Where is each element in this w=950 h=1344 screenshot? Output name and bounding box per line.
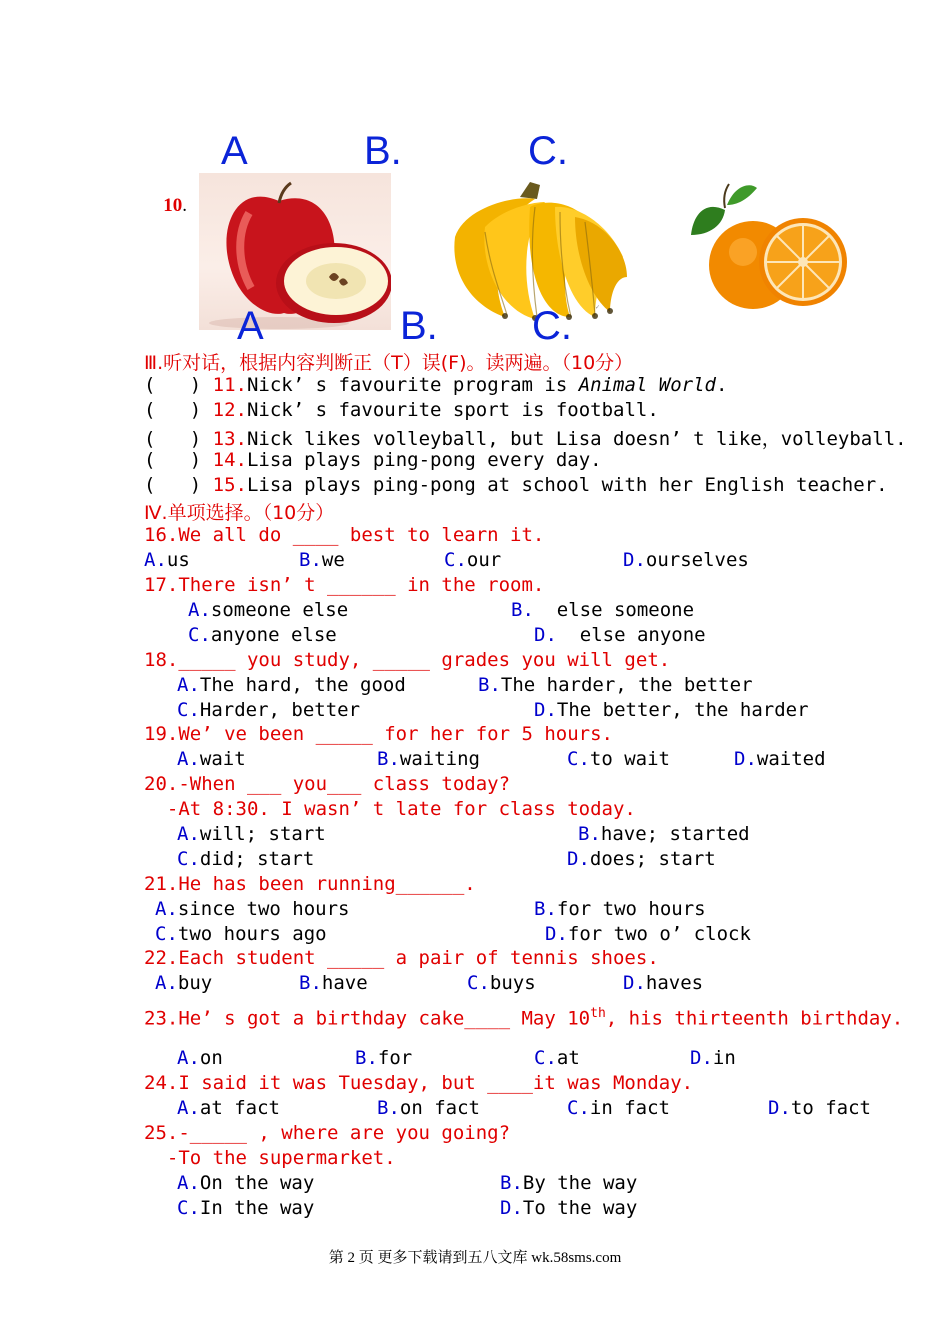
option-18-c[interactable]: [177, 699, 360, 721]
statement-15: [144, 474, 888, 496]
question-17-stem: 17.There isn’ t ______ in the room.: [144, 574, 545, 596]
option-text: us: [166, 549, 190, 571]
option-text: in fact: [589, 1097, 670, 1119]
option-letter: D.: [690, 1047, 713, 1069]
statement-text: Nick’ s favourite sport is football.: [246, 399, 659, 421]
question-23-stem: [144, 1006, 903, 1029]
question-22-stem: 22.Each student _____ a pair of tennis shoes.: [144, 947, 659, 969]
option-text: on fact: [399, 1097, 480, 1119]
picture-label-b-top: B.: [364, 129, 402, 173]
option-letter: A.: [177, 1172, 200, 1194]
option-letter: A.: [155, 972, 178, 994]
option-letter: D.: [734, 748, 757, 770]
option-text: for two hours: [556, 898, 706, 920]
orange-image: [685, 180, 853, 320]
option-16-d[interactable]: [623, 549, 749, 571]
option-24-c[interactable]: [567, 1097, 670, 1119]
option-18-d[interactable]: [534, 699, 809, 721]
picture-label-c-top: C.: [528, 129, 568, 173]
option-23-c[interactable]: [534, 1047, 580, 1069]
option-letter: B.: [534, 898, 557, 920]
option-letter: A.: [177, 1047, 200, 1069]
option-17-a[interactable]: [188, 599, 348, 621]
option-21-d[interactable]: [545, 923, 751, 945]
question-21-stem: 21.He has been running______.: [144, 873, 476, 895]
option-20-b[interactable]: [578, 823, 750, 845]
option-letter: D.: [534, 624, 557, 646]
option-text: have; started: [600, 823, 750, 845]
option-text: in: [712, 1047, 736, 1069]
option-18-a[interactable]: [177, 674, 406, 696]
option-23-b[interactable]: [355, 1047, 412, 1069]
option-letter: A.: [188, 599, 211, 621]
option-letter: B.: [511, 599, 534, 621]
option-letter: C.: [177, 699, 200, 721]
page-footer: 第 2 页 更多下载请到五八文库 wk.58sms.com: [328, 1250, 622, 1266]
banana-image: [445, 177, 630, 323]
option-19-b[interactable]: [377, 748, 480, 770]
option-letter: D.: [500, 1197, 523, 1219]
answer-paren[interactable]: ( ): [144, 474, 202, 496]
statement-number: 13.: [212, 428, 247, 450]
question-23-stem-start: 23.He’ s got a birthday cake____ May 10: [144, 1007, 591, 1030]
question-10-num: 10: [163, 195, 183, 216]
question-10-number: [144, 176, 187, 217]
option-20-d[interactable]: [567, 848, 716, 870]
option-24-a[interactable]: [177, 1097, 280, 1119]
svg-text:✓: ✓: [595, 304, 601, 311]
answer-paren[interactable]: ( ): [144, 428, 202, 450]
statement-number: 14.: [212, 449, 247, 471]
option-letter: C.: [467, 972, 490, 994]
option-24-b[interactable]: [377, 1097, 480, 1119]
option-text: else anyone: [556, 624, 706, 646]
option-21-b[interactable]: [534, 898, 706, 920]
option-18-b[interactable]: [478, 674, 753, 696]
apple-icon: [199, 173, 391, 330]
option-22-a[interactable]: [155, 972, 212, 994]
option-text: haves: [645, 972, 704, 994]
question-23-stem-end: , his thirteenth birthday.: [605, 1007, 904, 1030]
statement-number: 11.: [212, 374, 247, 396]
option-text: waited: [756, 748, 826, 770]
option-17-d[interactable]: [534, 624, 706, 646]
option-letter: B.: [377, 748, 400, 770]
option-16-a[interactable]: [144, 549, 190, 571]
statement-number: 12.: [212, 399, 247, 421]
question-20-stem-line2: -At 8:30. I wasn’ t late for class today.: [144, 798, 636, 820]
picture-label-b-bottom: B.: [400, 304, 438, 348]
option-text: does; start: [589, 848, 716, 870]
option-17-b[interactable]: [511, 599, 694, 621]
section-4-title: Ⅳ.单项选择。（10分）: [144, 502, 335, 524]
picture-label-c-bottom: C.: [532, 304, 572, 348]
option-text: since two hours: [177, 898, 350, 920]
option-16-c[interactable]: [444, 549, 501, 571]
option-text: our: [466, 549, 502, 571]
option-25-a[interactable]: [177, 1172, 314, 1194]
statement-text: Lisa plays ping-pong every day.: [246, 449, 602, 471]
option-22-b[interactable]: [299, 972, 368, 994]
option-letter: B.: [299, 972, 322, 994]
option-text: else someone: [533, 599, 695, 621]
option-letter: D.: [623, 549, 646, 571]
option-letter: B.: [578, 823, 601, 845]
option-text: to fact: [790, 1097, 871, 1119]
question-10-dot: .: [182, 195, 188, 216]
option-text: The better, the harder: [556, 699, 809, 721]
statement-text: Nick’ s favourite program is: [246, 374, 579, 396]
statement-text: Nick likes volleyball, but Lisa doesn’ t like，volleyball.: [246, 428, 907, 450]
option-text: will; start: [199, 823, 326, 845]
question-25-stem: 25.-_____ , where are you going?: [144, 1122, 511, 1144]
statement-11: [144, 374, 727, 396]
option-text: we: [321, 549, 345, 571]
option-22-d[interactable]: [623, 972, 703, 994]
option-text: The hard, the good: [199, 674, 406, 696]
orange-icon: [685, 180, 853, 320]
option-letter: A.: [177, 823, 200, 845]
option-letter: A.: [155, 898, 178, 920]
option-text: at: [556, 1047, 580, 1069]
option-text: two hours ago: [177, 923, 327, 945]
option-letter: C.: [177, 848, 200, 870]
option-letter: D.: [534, 699, 557, 721]
option-24-d[interactable]: [768, 1097, 871, 1119]
option-letter: D.: [545, 923, 568, 945]
option-text: anyone else: [210, 624, 337, 646]
statement-italic: Animal World: [578, 374, 716, 396]
statement-14: [144, 449, 602, 471]
option-25-c[interactable]: [177, 1197, 314, 1219]
option-25-d[interactable]: [500, 1197, 637, 1219]
option-21-c[interactable]: [155, 923, 327, 945]
option-letter: C.: [534, 1047, 557, 1069]
statement-12: [144, 399, 659, 421]
question-24-stem: 24.I said it was Tuesday, but ____it was Monday.: [144, 1072, 694, 1094]
option-letter: C.: [444, 549, 467, 571]
option-text: for two o’ clock: [567, 923, 751, 945]
statement-text: Lisa plays ping-pong at school with her English teacher.: [246, 474, 888, 496]
answer-paren[interactable]: ( ): [144, 399, 202, 421]
apple-image: [199, 173, 391, 330]
option-text: on: [199, 1047, 223, 1069]
option-22-c[interactable]: [467, 972, 536, 994]
option-text: To the way: [522, 1197, 638, 1219]
option-letter: C.: [567, 748, 590, 770]
option-17-c[interactable]: [188, 624, 337, 646]
option-letter: D.: [768, 1097, 791, 1119]
option-23-d[interactable]: [690, 1047, 736, 1069]
option-text: Harder, better: [199, 699, 361, 721]
option-16-b[interactable]: [299, 549, 345, 571]
option-text: buy: [177, 972, 213, 994]
option-text: By the way: [522, 1172, 638, 1194]
question-23-superscript: th: [590, 1006, 606, 1021]
option-21-a[interactable]: [155, 898, 349, 920]
option-letter: A.: [177, 674, 200, 696]
option-letter: B.: [355, 1047, 378, 1069]
option-text: have: [321, 972, 368, 994]
option-letter: C.: [177, 1197, 200, 1219]
option-text: did; start: [199, 848, 315, 870]
answer-paren[interactable]: ( ): [144, 449, 202, 471]
picture-label-a-top: A: [221, 129, 248, 173]
option-letter: C.: [155, 923, 178, 945]
answer-paren[interactable]: ( ): [144, 374, 202, 396]
option-19-c[interactable]: [567, 748, 670, 770]
option-letter: C.: [188, 624, 211, 646]
option-text: On the way: [199, 1172, 315, 1194]
option-letter: A.: [177, 1097, 200, 1119]
option-text: waiting: [399, 748, 480, 770]
option-19-d[interactable]: [734, 748, 826, 770]
option-20-a[interactable]: [177, 823, 326, 845]
question-18-stem: 18._____ you study, _____ grades you will get.: [144, 649, 671, 671]
picture-label-a-bottom: A: [237, 304, 264, 348]
option-letter: B.: [377, 1097, 400, 1119]
statement-number: 15.: [212, 474, 247, 496]
option-text: buys: [489, 972, 536, 994]
option-20-c[interactable]: [177, 848, 314, 870]
option-text: at fact: [199, 1097, 280, 1119]
option-letter: A.: [144, 549, 167, 571]
question-19-stem: 19.We’ ve been _____ for her for 5 hours.: [144, 723, 613, 745]
option-letter: D.: [567, 848, 590, 870]
option-text: for: [377, 1047, 413, 1069]
option-text: wait: [199, 748, 246, 770]
option-letter: B.: [478, 674, 501, 696]
option-letter: B.: [299, 549, 322, 571]
option-text: In the way: [199, 1197, 315, 1219]
option-text: ourselves: [645, 549, 749, 571]
option-letter: B.: [500, 1172, 523, 1194]
option-25-b[interactable]: [500, 1172, 637, 1194]
section-3-title: Ⅲ.听对话，根据内容判断正（T）误(F)。读两遍。（10分）: [144, 352, 634, 374]
statement-end: .: [716, 374, 728, 396]
option-letter: C.: [567, 1097, 590, 1119]
option-letter: D.: [623, 972, 646, 994]
banana-icon: [445, 177, 630, 323]
option-19-a[interactable]: [177, 748, 246, 770]
question-25-stem-line2: -To the supermarket.: [144, 1147, 396, 1169]
option-text: The harder, the better: [500, 674, 753, 696]
option-text: to wait: [589, 748, 670, 770]
question-20-stem: 20.-When ___ you___ class today?: [144, 773, 511, 795]
question-16-stem: 16.We all do ____ best to learn it.: [144, 524, 545, 546]
option-text: someone else: [210, 599, 349, 621]
option-letter: A.: [177, 748, 200, 770]
statement-13: [144, 424, 907, 451]
option-23-a[interactable]: [177, 1047, 223, 1069]
